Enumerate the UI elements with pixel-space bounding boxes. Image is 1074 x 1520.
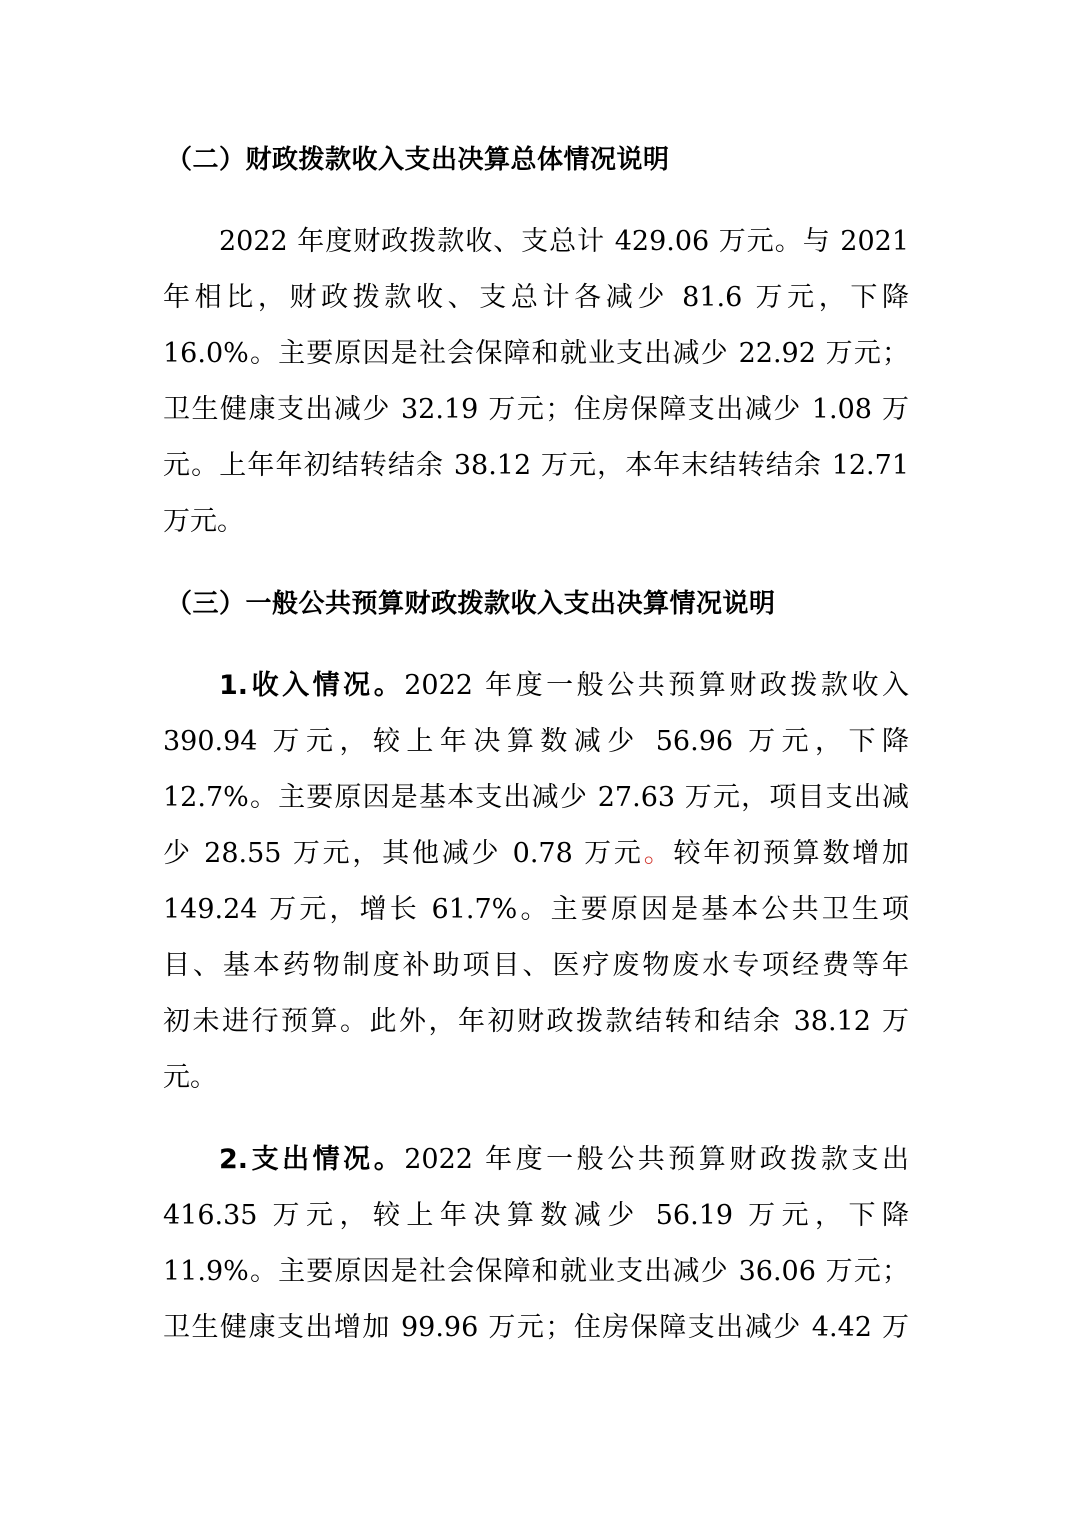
line-text: 少 28.55 万元，其他减少 0.78 万元 — [163, 838, 644, 869]
paragraph-line: 416.35 万元，较上年决算数减少 56.19 万元，下降 — [163, 1200, 909, 1231]
paragraph-line: 12.7%。主要原因是基本支出减少 27.63 万元，项目支出减 — [163, 782, 909, 813]
expense-lead: 2.支出情况。 — [219, 1144, 405, 1175]
section-heading-3: （三）一般公共预算财政拨款收入支出决算情况说明 — [166, 589, 776, 619]
income-first-line — [219, 666, 909, 706]
expense-first-line — [219, 1140, 909, 1180]
income-lead: 1.收入情况。 — [219, 670, 405, 701]
section-heading-2: （二）财政拨款收入支出决算总体情况说明 — [166, 145, 670, 175]
paragraph-line: 元。上年年初结转结余 38.12 万元，本年末结转结余 12.71 — [163, 450, 909, 481]
income-first-line-text: 2022 年度一般公共预算财政拨款收入 — [404, 670, 910, 701]
paragraph-line: 目、基本药物制度补助项目、医疗废物废水专项经费等年 — [163, 950, 909, 981]
paragraph-line: 万元。 — [163, 506, 244, 537]
paragraph-line: 年相比，财政拨款收、支总计各减少 81.6 万元，下降 — [163, 282, 909, 313]
expense-first-line-text: 2022 年度一般公共预算财政拨款支出 — [404, 1144, 910, 1175]
paragraph-line: 390.94 万元，较上年决算数减少 56.96 万元，下降 — [163, 726, 909, 757]
paragraph-line: 16.0%。主要原因是社会保障和就业支出减少 22.92 万元； — [163, 338, 909, 369]
paragraph-line: 149.24 万元，增长 61.7%。主要原因是基本公共卫生项 — [163, 894, 909, 925]
paragraph-line: 2022 年度财政拨款收、支总计 429.06 万元。与 2021 — [219, 226, 909, 257]
paragraph-line: 卫生健康支出增加 99.96 万元；住房保障支出减少 4.42 万 — [163, 1312, 909, 1343]
paragraph-line: 元。 — [163, 1062, 217, 1093]
paragraph-line: 11.9%。主要原因是社会保障和就业支出减少 36.06 万元； — [163, 1256, 909, 1287]
paragraph-line: 卫生健康支出减少 32.19 万元；住房保障支出减少 1.08 万 — [163, 394, 909, 425]
red-punctuation-mark: 。 — [643, 838, 674, 869]
line-text: 较年初预算数增加 — [673, 838, 910, 869]
paragraph-line-with-mark — [163, 834, 909, 874]
paragraph-line: 初未进行预算。此外，年初财政拨款结转和结余 38.12 万 — [163, 1006, 909, 1037]
